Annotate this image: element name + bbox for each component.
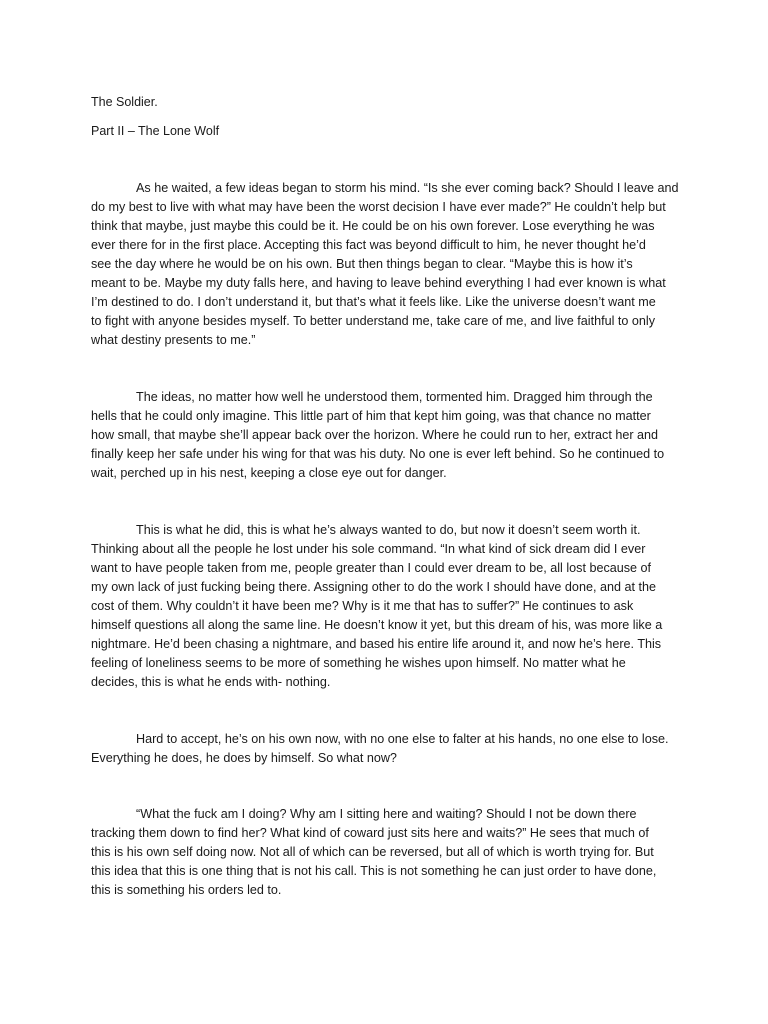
paragraph-line: As he waited, a few ideas began to storm his mind. “Is she ever coming back? Should I leave and [136,181,679,195]
paragraph-line: Everything he does, he does by himself. So what now? [91,751,397,765]
paragraph-line: “What the fuck am I doing? Why am I sitting here and waiting? Should I not be down there [136,807,637,821]
paragraph-line: finally keep her safe under his wing for that was his duty. No one is ever left behind. So he continued to [91,447,665,461]
paragraph-line: tracking them down to find her? What kind of coward just sits here and waits?” He sees that much of [91,826,649,840]
paragraph-line: want to have people taken from me, people greater than I could ever dream to be, all lost because of [91,561,652,575]
paragraph-line: The ideas, no matter how well he understood them, tormented him. Dragged him through the [136,390,653,404]
paragraph-line: hells that he could only imagine. This little part of him that kept him going, was that chance no matter [91,409,651,423]
paragraph-2 [91,388,691,483]
paragraph-line: Thinking about all the people he lost under his sole command. “In what kind of sick dream did I ever [91,542,646,556]
paragraph-line: nightmare. He’d been chasing a nightmare, and based his entire life around it, and now he’s here. This [91,637,662,651]
paragraph-line: This is what he did, this is what he’s always wanted to do, but now it doesn’t seem worth it. [136,523,641,537]
paragraph-5 [91,805,691,900]
paragraph-line: this is something his orders led to. [91,883,282,897]
paragraph-1 [91,179,691,350]
paragraph-line: how small, that maybe she’ll appear back over the horizon. Where he could run to her, extract her and [91,428,659,442]
paragraph-line: what destiny presents to me.” [91,333,256,347]
paragraph-line: this idea that this is one thing that is not his call. This is not something he can just order to have done, [91,864,657,878]
document-title: The Soldier. [91,95,158,109]
part-heading: Part II – The Lone Wolf [91,124,220,138]
paragraph-line: think that maybe, just maybe this could be it. He could be on his own forever. Lose everything he was [91,219,655,233]
paragraph-line: decides, this is what he ends with- nothing. [91,675,331,689]
paragraph-line: to fight with anyone besides myself. To better understand me, take care of me, and live faithful to only [91,314,655,328]
paragraph-line: see the day where he would be on his own. But then things began to clear. “Maybe this is how it’s [91,257,633,271]
paragraph-line: wait, perched up in his nest, keeping a close eye out for danger. [91,466,447,480]
paragraph-line: do my best to live with what may have been the worst decision I have ever made?” He couldn’t help but [91,200,666,214]
paragraph-line: himself questions all along the same line. He doesn’t know it yet, but this dream of his, was more like a [91,618,663,632]
paragraph-line: my own lack of just fucking being there. Assigning other to do the work I should have done, and at the [91,580,656,594]
paragraph-line: Hard to accept, he’s on his own now, with no one else to falter at his hands, no one else to lose. [136,732,669,746]
paragraph-3 [91,521,691,692]
paragraph-line: this is his own self doing now. Not all of which can be reversed, but all of which is worth trying for. But [91,845,654,859]
paragraph-line: feeling of loneliness seems to be more of something he wishes upon himself. No matter what he [91,656,626,670]
paragraph-line: I’m destined to do. I don’t understand it, but that’s what it feels like. Like the universe doesn’t want me [91,295,656,309]
paragraph-line: meant to be. Maybe my duty falls here, and having to leave behind everything I had ever known is what [91,276,666,290]
paragraph-4 [91,730,691,768]
paragraph-line: cost of them. Why couldn’t it have been me? Why is it me that has to suffer?” He continues to ask [91,599,634,613]
paragraph-line: ever there for in the first place. Accepting this fact was beyond difficult to him, he never thought he’d [91,238,646,252]
